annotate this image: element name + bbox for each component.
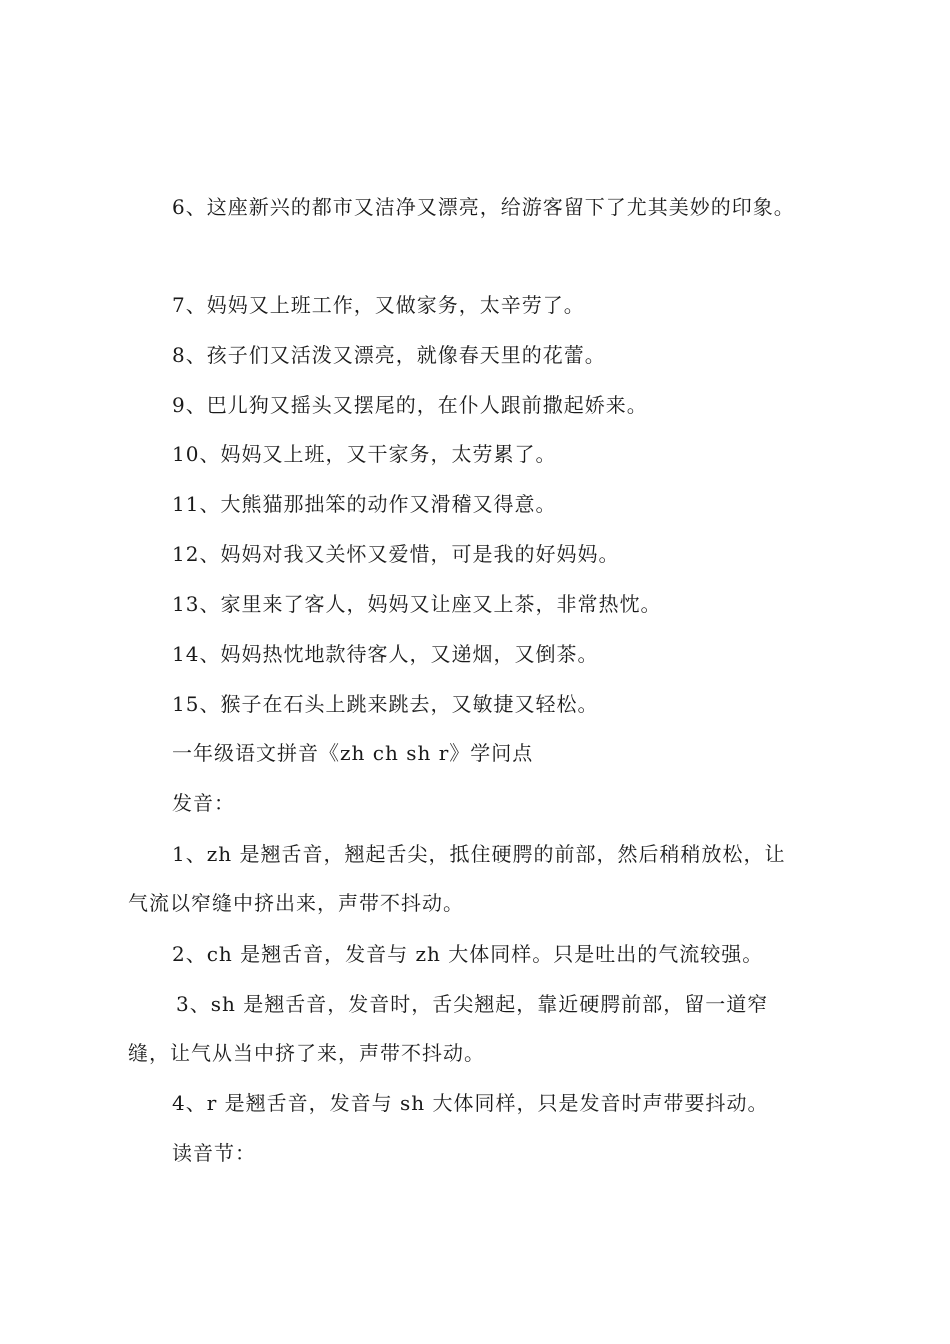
- sentence-6: 6、这座新兴的都市又洁净又漂亮，给游客留下了尤其美妙的印象。: [172, 195, 795, 219]
- pronunciation-item-4: 4、r 是翘舌音，发音与 sh 大体同样，只是发音时声带要抖动。: [172, 1091, 769, 1115]
- pronunciation-item-1: 1、zh 是翘舌音，翘起舌尖，抵住硬腭的前部，然后稍稍放松，让: [172, 842, 786, 866]
- pronunciation-item-3-cont: 缝，让气从当中挤了来，声带不抖动。: [128, 1041, 485, 1065]
- sentence-12: 12、妈妈对我又关怀又爱惜，可是我的好妈妈。: [172, 542, 620, 566]
- sentence-7: 7、妈妈又上班工作，又做家务，太辛劳了。: [172, 293, 585, 317]
- sentence-8: 8、孩子们又活泼又漂亮，就像春天里的花蕾。: [172, 343, 606, 367]
- section-heading: 一年级语文拼音《zh ch sh r》学问点: [172, 741, 534, 765]
- sentence-13: 13、家里来了客人，妈妈又让座又上茶，非常热忱。: [172, 592, 662, 616]
- pronunciation-item-3: 3、sh 是翘舌音，发音时，舌尖翘起，靠近硬腭前部，留一道窄: [176, 992, 769, 1016]
- sentence-14: 14、妈妈热忱地款待客人，又递烟，又倒茶。: [172, 642, 599, 666]
- sentence-10: 10、妈妈又上班，又干家务，太劳累了。: [172, 442, 557, 466]
- sentence-9: 9、巴儿狗又摇头又摆尾的，在仆人跟前撒起娇来。: [172, 393, 648, 417]
- syllable-reading-label: 读音节：: [172, 1141, 256, 1165]
- pronunciation-item-2: 2、ch 是翘舌音，发音与 zh 大体同样。只是吐出的气流较强。: [172, 942, 764, 966]
- sentence-11: 11、大熊猫那拙笨的动作又滑稽又得意。: [172, 492, 557, 516]
- pronunciation-item-1-cont: 气流以窄缝中挤出来，声带不抖动。: [128, 891, 464, 915]
- pronunciation-label: 发音：: [172, 791, 235, 815]
- sentence-15: 15、猴子在石头上跳来跳去，又敏捷又轻松。: [172, 692, 599, 716]
